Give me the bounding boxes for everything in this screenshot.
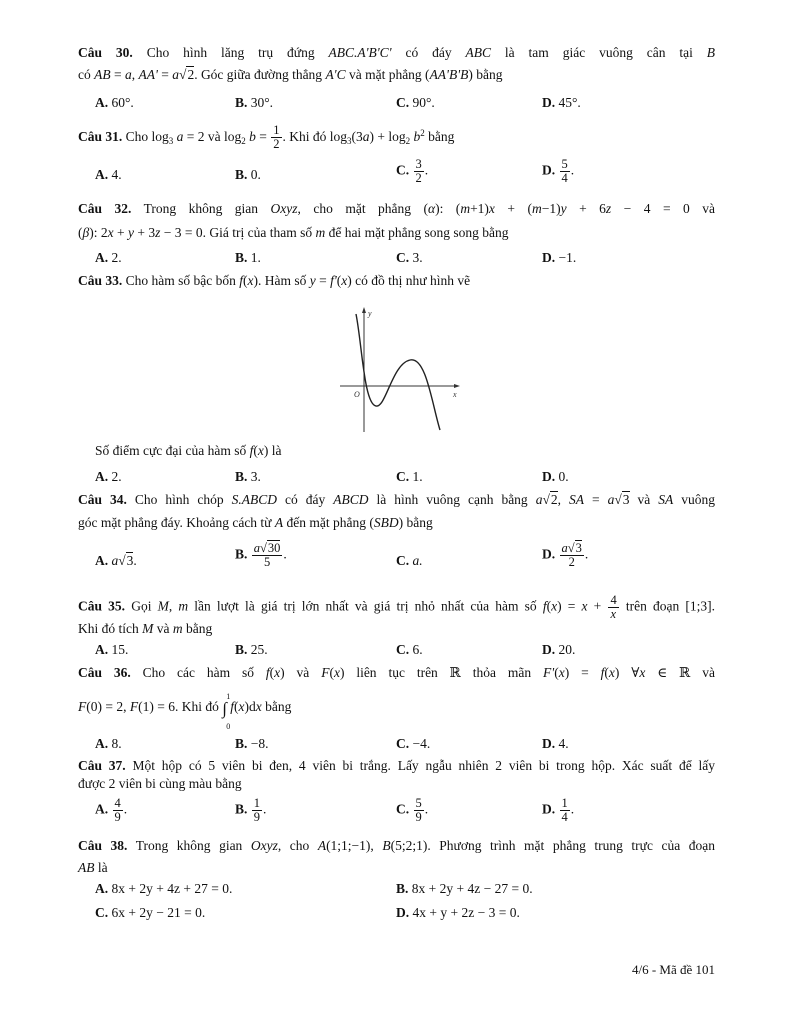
q33-option-c: C. 1. bbox=[396, 469, 423, 484]
q34-option-b: B. $\frac{a√30}{5}$ . bbox=[235, 541, 287, 569]
x-axis-label: x bbox=[453, 390, 457, 399]
q31-option-d: D. $\frac{5}{4}$ . bbox=[542, 157, 575, 185]
q30-option-a: A. 60°. bbox=[95, 95, 134, 110]
q35-option-c: C. 6. bbox=[396, 642, 423, 657]
q36-option-c: C. −4. bbox=[396, 736, 431, 751]
q31-option-c: C. $\frac{3}{2}$ . bbox=[396, 157, 429, 185]
y-axis-label: y bbox=[368, 309, 372, 318]
q33-line1: Câu 33. Cho hàm số bậc bốn f(x). Hàm số y = f'(x) có đồ thị như hình vẽ bbox=[78, 273, 471, 288]
q38-option-b: B. 8x + 2y + 4z − 27 = 0. bbox=[396, 881, 533, 896]
q36-line2: F(0) = 2, F(1) = 6. Khi đó ∫ 1 0 f(x)dx bằng bbox=[78, 692, 292, 731]
q35-line1: Câu 35. Gọi M, m lần lượt là giá trị lớn nhất và giá trị nhỏ nhất của hàm số f(x) = x + $\frac{4}{x}$ trên đoạn [1;3]. bbox=[78, 593, 716, 621]
q31-line1: Câu 31. Cho $\log_3 a = 2$ và $\log_2 b$ = $\frac{1}{2}$ . Khi đó $\log_3(3a) + \log_2 b^2$ bằng bbox=[78, 123, 455, 152]
q37-line2: được 2 viên bi cùng màu bằng bbox=[78, 776, 242, 791]
q30-option-d: D. 45°. bbox=[542, 95, 581, 110]
q32-line2: (β): 2x + y + 3z − 3 = 0. Giá trị của tham số m để hai mặt phẳng song song bằng bbox=[78, 225, 509, 240]
q38-line2: AB là bbox=[78, 860, 108, 875]
q38-option-d: D. 4x + y + 2z − 3 = 0. bbox=[396, 905, 520, 920]
q32-option-d: D. −1. bbox=[542, 250, 577, 265]
q35-option-d: D. 20. bbox=[542, 642, 576, 657]
q32-option-b: B. 1. bbox=[235, 250, 261, 265]
q32-line1: Câu 32. Trong không gian Oxyz, cho mặt phẳng (α): (m+1)x + (m−1)y + 6z − 4 = 0 và bbox=[78, 201, 715, 216]
q38-option-c: C. 6x + 2y − 21 = 0. bbox=[95, 905, 206, 920]
q37-option-a: A. $\frac{4}{9}$ . bbox=[95, 796, 128, 824]
page-footer: 4/6 - Mã đề 101 bbox=[631, 962, 715, 977]
q32-option-a: A. 2. bbox=[95, 250, 122, 265]
derivative-curve bbox=[356, 314, 440, 430]
q33-option-d: D. 0. bbox=[542, 469, 569, 484]
q35-option-b: B. 25. bbox=[235, 642, 268, 657]
q33-option-a: A. 2. bbox=[95, 469, 122, 484]
q38-option-a: A. 8x + 2y + 4z + 27 = 0. bbox=[95, 881, 233, 896]
q35-option-a: A. 15. bbox=[95, 642, 129, 657]
q30-option-b: B. 30°. bbox=[235, 95, 274, 110]
origin-label: O bbox=[354, 390, 360, 399]
q30-line1: Câu 30. Cho hình lăng trụ đứng ABC.A'B'C' có đáy ABC là tam giác vuông cân tại B bbox=[78, 45, 716, 60]
derivative-graph bbox=[336, 304, 466, 434]
x-axis-arrow bbox=[454, 384, 460, 388]
q37-option-c: C. $\frac{5}{9}$ . bbox=[396, 796, 429, 824]
q33-question: Số điểm cực đại của hàm số f(x) là bbox=[95, 443, 282, 458]
q36-option-d: D. 4. bbox=[542, 736, 569, 751]
q37-option-d: D. $\frac{1}{4}$ . bbox=[542, 796, 575, 824]
q31-option-b: B. 0. bbox=[235, 167, 261, 182]
q34-option-c: C. a. bbox=[396, 553, 423, 568]
q30-line2: có AB = a, AA' = a√2. Góc giữa đường thẳng A'C và mặt phẳng (AA'B'B) bằng bbox=[78, 67, 503, 82]
q34-line1: Câu 34. Cho hình chóp S.ABCD có đáy ABCD là hình vuông cạnh bằng a√2, SA = a√3 và SA vuông bbox=[78, 492, 715, 507]
q32-option-c: C. 3. bbox=[396, 250, 423, 265]
q31-option-a: A. 4. bbox=[95, 167, 122, 182]
q37-line1: Câu 37. Một hộp có 5 viên bi đen, 4 viên bi trắng. Lấy ngẫu nhiên 2 viên bi trong hộp. Xác suất để lấy bbox=[78, 758, 716, 773]
q36-line1: Câu 36. Cho các hàm số f(x) và F(x) liên tục trên ℝ thỏa mãn F'(x) = f(x) ∀x ∈ ℝ và bbox=[78, 665, 715, 680]
q34-option-a: A. a√3. bbox=[95, 553, 137, 568]
q34-line2: góc mặt phẳng đáy. Khoảng cách từ A đến mặt phẳng (SBD) bằng bbox=[78, 515, 433, 530]
q38-line1: Câu 38. Trong không gian Oxyz, cho A(1;1;−1), B(5;2;1). Phương trình mặt phẳng trung trực của đoạn bbox=[78, 838, 715, 853]
q36-option-a: A. 8. bbox=[95, 736, 122, 751]
y-axis-arrow bbox=[362, 307, 366, 313]
q34-option-d: D. $\frac{a√3}{2}$ . bbox=[542, 541, 589, 569]
q33-option-b: B. 3. bbox=[235, 469, 261, 484]
q30-option-c: C. 90°. bbox=[396, 95, 435, 110]
q37-option-b: B. $\frac{1}{9}$ . bbox=[235, 796, 267, 824]
q35-line2: Khi đó tích M và m bằng bbox=[78, 621, 213, 636]
q36-option-b: B. −8. bbox=[235, 736, 269, 751]
